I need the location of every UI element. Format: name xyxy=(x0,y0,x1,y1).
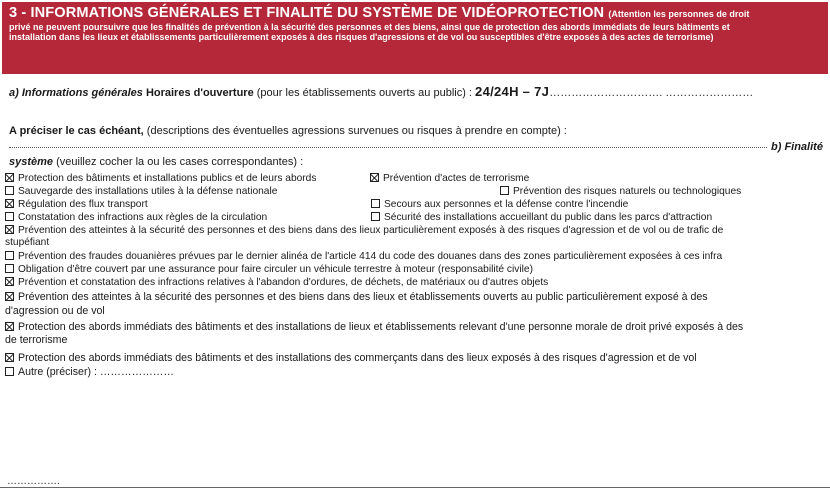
purpose-item[interactable]: Prévention et constatation des infractions relatives à l'abandon d'ordures, de déchets, de matériaux ou d'autres objets xyxy=(5,277,548,288)
purpose-item[interactable]: Protection des abords immédiats des bâtiments et des installations de lieux et établissements relevant d'une personne morale de droit privé exposés à des xyxy=(5,322,743,333)
bottom-divider xyxy=(0,487,830,488)
purpose-item[interactable]: Prévention des atteintes à la sécurité des personnes et des biens dans des lieux particulièrement exposés à des risques d'agression et de vol ou de trafic de xyxy=(5,225,723,236)
purpose-item[interactable]: Constatation des infractions aux règles de la circulation xyxy=(5,212,267,223)
checkbox-unchecked[interactable] xyxy=(371,199,380,208)
footer-dots: ……………. xyxy=(7,476,60,487)
checkbox-unchecked[interactable] xyxy=(5,186,14,195)
checkbox-unchecked[interactable] xyxy=(5,212,14,221)
details-label: A préciser le cas échéant, xyxy=(9,125,144,137)
opening-hours-value[interactable]: 24/24H – 7J xyxy=(475,84,550,99)
purpose-item[interactable]: Prévention des atteintes à la sécurité des personnes et des biens dans des lieux et établissements ouverts au public particulièrement exposé à des xyxy=(5,292,708,303)
purpose-item[interactable]: Sauvegarde des installations utiles à la défense nationale xyxy=(5,186,277,197)
checkbox-unchecked[interactable] xyxy=(5,367,14,376)
details-row xyxy=(9,125,567,137)
checkbox-checked[interactable] xyxy=(5,225,14,234)
section-subtitle-line-2: privé ne peuvent poursuivre que les finalités de prévention à la sécurité des personnes et des biens, ainsi que de protection des abords immédiats de leurs bâtiments et xyxy=(9,22,730,33)
purpose-item[interactable]: Sécurité des installations accueillant du public dans les parcs d'attraction xyxy=(371,212,712,223)
checkbox-checked[interactable] xyxy=(370,173,379,182)
checkbox-checked[interactable] xyxy=(5,277,14,286)
purpose-item[interactable]: Protection des bâtiments et installations publics et de leurs abords xyxy=(5,173,316,184)
checkbox-checked[interactable] xyxy=(5,353,14,362)
opening-hours-dots: …………………………. …………………… xyxy=(549,87,754,99)
purpose-item[interactable]: Protection des abords immédiats des bâtiments et des installations des commerçants dans des lieux exposés à des risques d'agression et de vol xyxy=(5,353,697,364)
section-title: 3 - INFORMATIONS GÉNÉRALES ET FINALITÉ DU SYSTÈME DE VIDÉOPROTECTION xyxy=(9,5,605,21)
purpose-item-continuation: d'agression ou de vol xyxy=(5,305,105,317)
purpose-instructions xyxy=(9,156,303,168)
checkbox-checked[interactable] xyxy=(5,199,14,208)
purpose-item[interactable]: Secours aux personnes et la défense contre l'incendie xyxy=(371,199,628,210)
purpose-item-continuation: stupéfiant xyxy=(5,237,50,248)
details-note: (descriptions des éventuelles agressions survenues ou risques à prendre en compte) : xyxy=(146,125,567,137)
checkbox-unchecked[interactable] xyxy=(500,186,509,195)
purpose-item[interactable]: Obligation d'être couvert par une assurance pour faire circuler un véhicule terrestre à moteur (responsabilité civile) xyxy=(5,264,533,275)
purpose-item-continuation: de terrorisme xyxy=(5,334,68,346)
purpose-item[interactable]: Prévention des risques naturels ou technologiques xyxy=(500,186,741,197)
purpose-item[interactable]: Prévention des fraudes douanières prévues par le dernier alinéa de l'article 414 du code des douanes dans des zones particulièrement exposées à ces infra xyxy=(5,251,722,262)
section-subtitle-line-3: installation dans les lieux et établissements particulièrement exposés à des risques d'agressions et de vol ou susceptibles d'être exposés à des actes de terrorisme) xyxy=(9,31,714,42)
checkbox-unchecked[interactable] xyxy=(5,251,14,260)
section-attention-note: (Attention les personnes de droit xyxy=(608,9,750,19)
checkbox-unchecked[interactable] xyxy=(371,212,380,221)
checkbox-checked[interactable] xyxy=(5,173,14,182)
purpose-item[interactable]: Prévention d'actes de terrorisme xyxy=(370,173,529,184)
opening-hours-label: Horaires d'ouverture xyxy=(145,87,254,99)
purpose-note: (veuillez cocher la ou les cases correspondantes) : xyxy=(56,156,304,168)
section-header-banner xyxy=(2,2,828,74)
purpose-item[interactable]: Régulation des flux transport xyxy=(5,199,148,210)
info-general-row xyxy=(9,84,753,99)
purpose-item-other[interactable]: Autre (préciser) : ………………… xyxy=(5,367,174,378)
checkbox-checked[interactable] xyxy=(5,322,14,331)
purpose-system-label: système xyxy=(9,156,54,168)
opening-hours-note: (pour les établissements ouverts au public) : xyxy=(256,87,472,99)
checkbox-checked[interactable] xyxy=(5,292,14,301)
details-dotted-line[interactable] xyxy=(9,147,767,148)
checkbox-unchecked[interactable] xyxy=(5,264,14,273)
info-general-label: a) Informations générales xyxy=(9,87,143,99)
purpose-section-label: b) Finalité xyxy=(771,141,823,153)
